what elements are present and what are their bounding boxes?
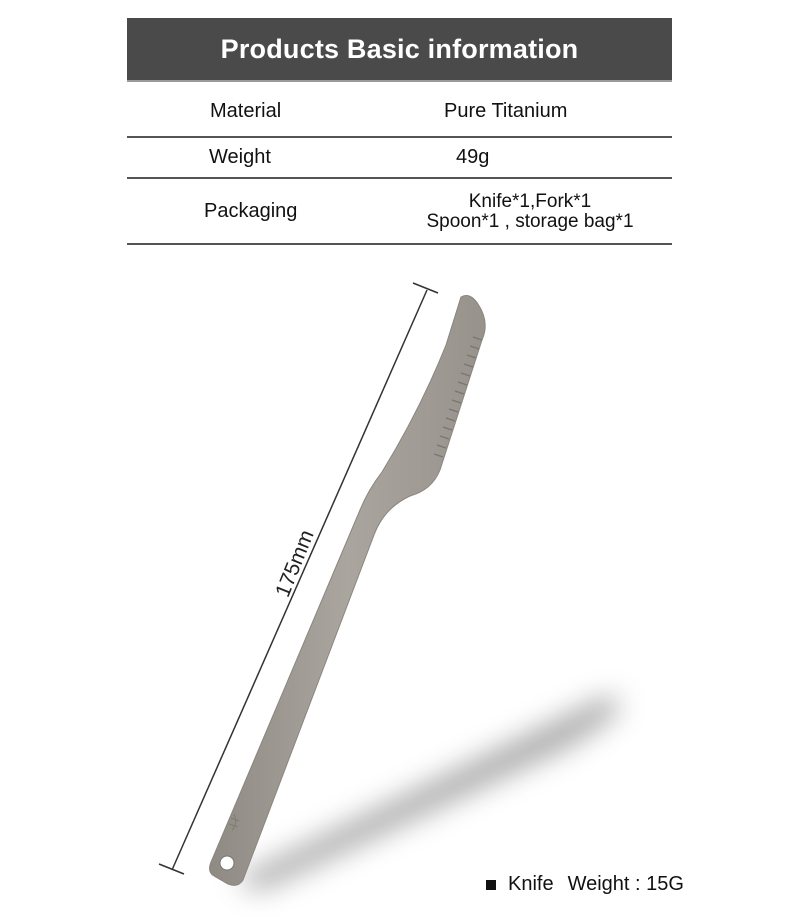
- packaging-value-line1: Knife*1,Fork*1: [468, 191, 592, 212]
- material-label: Material: [210, 100, 282, 122]
- packaging-label: Packaging: [204, 200, 298, 222]
- bullet-square-icon: [486, 880, 496, 890]
- packaging-value-line2: Spoon*1 , storage bag*1: [426, 211, 634, 232]
- weight-label: Weight: [209, 146, 271, 168]
- product-caption: [486, 873, 684, 896]
- header-title-text: Products Basic information: [220, 33, 579, 64]
- material-value: Pure Titanium: [444, 100, 568, 122]
- weight-value: 49g: [456, 146, 490, 168]
- dimension-label: 175mm: [271, 526, 319, 601]
- caption-item: Knife: [508, 873, 554, 895]
- caption-weight: Weight : 15G: [567, 873, 684, 895]
- knife-hole-icon: [220, 856, 234, 870]
